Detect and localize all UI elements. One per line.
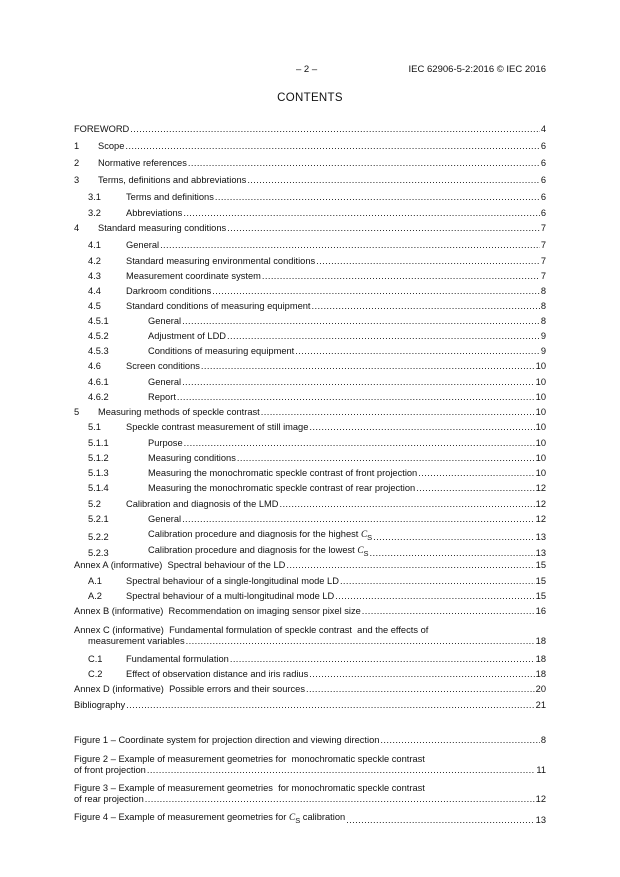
toc-entry-4-5[interactable] [74,301,546,312]
toc-title: Normative references [98,158,187,168]
toc-title: General [148,514,182,524]
toc-title: General [148,316,182,326]
toc-number: 4.2 [88,256,101,266]
toc-entry-3[interactable] [74,175,546,186]
toc-number: 4.5.1 [88,316,109,326]
toc-title: Standard conditions of measuring equipment [126,301,311,311]
toc-page: 13 [535,531,546,542]
toc-page: 6 [540,175,546,185]
toc-title: General [148,377,182,387]
toc-number: 4 [74,223,80,233]
toc-page: 18 [535,636,546,646]
toc-page: 15 [535,591,546,601]
toc-page: 10 [535,392,546,402]
toc-title: Terms, definitions and abbreviations [98,175,247,185]
toc-entry-4-1[interactable] [74,240,546,251]
toc-entry-a-2[interactable] [74,591,546,602]
toc-number: 4.6 [88,361,101,371]
toc-title: FOREWORD [74,124,130,134]
toc-number: A.1 [88,576,102,586]
toc-number: 3.1 [88,192,101,202]
toc-title: Bibliography [74,700,126,710]
toc-number: C.1 [88,654,103,664]
toc-entry-5-2-2[interactable] [74,529,546,543]
toc-title: Spectral behaviour of a single-longitudinal mode LD [126,576,339,586]
figure-page: 11 [536,765,546,775]
figure-entry-2-line1[interactable]: Figure 2 – Example of measurement geometries for monochromatic speckle contrast [74,754,425,764]
toc-page: 9 [540,346,546,356]
figure-title: Figure 1 – Coordinate system for projection direction and viewing direction [74,735,380,745]
toc-number: 4.3 [88,271,101,281]
toc-title: Measuring the monochromatic speckle contrast of front projection [148,468,418,478]
toc-page: 6 [540,208,546,218]
toc-number: 4.1 [88,240,101,250]
toc-page: 15 [535,560,546,570]
toc-entry-4-6-2[interactable] [74,392,546,403]
toc-title: measurement variables [88,636,185,646]
toc-entry-4-2[interactable] [74,256,546,267]
toc-entry-annex-b[interactable] [74,606,546,617]
toc-page: 8 [540,316,546,326]
page-header-number: – 2 – [296,64,318,75]
figure-page: 12 [535,794,546,804]
toc-entry-c-2[interactable] [74,669,546,680]
toc-number: 5.1.4 [88,483,109,493]
toc-entry-4-5-2[interactable] [74,331,546,342]
toc-page: 13 [535,547,546,558]
toc-entry-5-2-3[interactable] [74,545,546,559]
toc-page: 7 [540,240,546,250]
toc-title: Standard measuring environmental conditions [126,256,316,266]
toc-title: Annex D (informative) Possible errors and their sources [74,684,305,694]
toc-entry-4-4[interactable] [74,286,546,297]
toc-entry-5-2[interactable] [74,499,546,510]
toc-title: Calibration and diagnosis of the LMD [126,499,279,509]
toc-number: 2 [74,158,80,168]
toc-page: 12 [535,499,546,509]
toc-entry-4[interactable] [74,223,546,234]
figure-entry-1[interactable] [74,735,546,746]
toc-number: C.2 [88,669,103,679]
toc-page: 4 [540,124,546,134]
toc-number: 5.2.3 [88,547,109,558]
toc-page: 10 [535,438,546,448]
cs-symbol: $C_S$ [288,813,301,825]
toc-title: Standard measuring conditions [98,223,227,233]
toc-entry-foreword[interactable] [74,124,546,135]
toc-number: 4.4 [88,286,101,296]
toc-page: 10 [535,361,546,371]
toc-number: 4.6.2 [88,392,109,402]
toc-page: 12 [535,514,546,524]
figure-entry-2-line2[interactable] [74,765,546,776]
figure-title: of rear projection [74,794,144,804]
toc-number: 5.1.3 [88,468,109,478]
cs-symbol: $C_S$ [357,546,369,558]
toc-entry-annex-a[interactable] [74,560,546,571]
toc-page: 7 [540,256,546,266]
toc-entry-5-1[interactable] [74,422,546,433]
toc-title: Adjustment of LDD [148,331,227,341]
toc-page: 7 [540,271,546,281]
figure-entry-4[interactable] [74,812,546,826]
toc-number: 5.1.1 [88,438,109,448]
toc-entry-3-1[interactable] [74,192,546,203]
toc-title: Speckle contrast measurement of still image [126,422,309,432]
toc-title: Calibration procedure and diagnosis for the highest $C_S$ [148,529,373,542]
toc-entry-bibliography[interactable] [74,700,546,711]
toc-page: 6 [540,141,546,151]
toc-number: 4.5.2 [88,331,109,341]
toc-entry-5[interactable] [74,407,546,418]
toc-page: 10 [535,453,546,463]
toc-title: Measurement coordinate system [126,271,261,281]
toc-page: 8 [540,286,546,296]
toc-page: 15 [535,576,546,586]
toc-number: 5.2.1 [88,514,109,524]
toc-page: 7 [540,223,546,233]
toc-page: 6 [540,158,546,168]
toc-page: 10 [535,468,546,478]
figure-entry-3-line1[interactable]: Figure 3 – Example of measurement geometries for monochromatic speckle contrast [74,783,425,793]
toc-title: Effect of observation distance and iris radius [126,669,309,679]
toc-entry-2[interactable] [74,158,546,169]
toc-entry-a-1[interactable] [74,576,546,587]
toc-title: Purpose [148,438,183,448]
toc-page: 8 [540,301,546,311]
toc-number: 3 [74,175,80,185]
toc-entry-c-1[interactable] [74,654,546,665]
figure-title: Figure 4 – Example of measurement geometries for $C_S$ calibration [74,812,346,825]
toc-title: Measuring methods of speckle contrast [98,407,260,417]
toc-page: 6 [540,192,546,202]
toc-entry-5-2-1[interactable] [74,514,546,525]
toc-title: Calibration procedure and diagnosis for the lowest $C_S$ [148,545,369,558]
toc-number: 3.2 [88,208,101,218]
toc-number: 5.1.2 [88,453,109,463]
toc-number: 5 [74,407,80,417]
cs-symbol: $C_S$ [360,530,373,542]
toc-title: Report [148,392,176,402]
toc-title: Darkroom conditions [126,286,212,296]
toc-entry-5-1-4[interactable] [74,483,546,494]
toc-title: Fundamental formulation [126,654,229,664]
toc-page: 12 [535,483,546,493]
toc-title: Annex A (informative) Spectral behaviour of the LD [74,560,286,570]
toc-entry-5-1-3[interactable] [74,468,546,479]
toc-entry-annex-c-line1[interactable]: Annex C (informative) Fundamental formulation of speckle contrast and the effects of [74,625,429,635]
page-header-standard: IEC 62906-5-2:2016 © IEC 2016 [408,64,546,75]
toc-page: 10 [535,377,546,387]
toc-title: Conditions of measuring equipment [148,346,295,356]
toc-title: Scope [98,141,125,151]
toc-page: 18 [535,654,546,664]
figure-page: 13 [535,814,546,825]
toc-entry-4-5-1[interactable] [74,316,546,327]
toc-number: A.2 [88,591,102,601]
figure-title: of front projection [74,765,146,775]
toc-page: 20 [535,684,546,694]
toc-number: 4.6.1 [88,377,109,387]
toc-page: 18 [535,669,546,679]
toc-page: 21 [535,700,546,710]
toc-title: Spectral behaviour of a multi-longitudinal mode LD [126,591,335,601]
toc-title: Measuring conditions [148,453,236,463]
toc-number: 5.2 [88,499,101,509]
toc-entry-annex-d[interactable] [74,684,546,695]
toc-entry-4-6[interactable] [74,361,546,372]
toc-page: 10 [535,407,546,417]
toc-page: 9 [540,331,546,341]
toc-title: Terms and definitions [126,192,214,202]
toc-page: 16 [535,606,546,616]
toc-title: Abbreviations [126,208,183,218]
figure-page: 8 [540,735,546,745]
toc-number: 5.2.2 [88,531,109,542]
toc-number: 4.5 [88,301,101,311]
toc-entry-3-2[interactable] [74,208,546,219]
toc-entry-5-1-1[interactable] [74,438,546,449]
toc-entry-4-6-1[interactable] [74,377,546,388]
toc-entry-1[interactable] [74,141,546,152]
toc-page: 10 [535,422,546,432]
toc-title: Screen conditions [126,361,200,371]
toc-number: 1 [74,141,80,151]
toc-title: Annex B (informative) Recommendation on imaging sensor pixel size [74,606,361,616]
toc-entry-4-3[interactable] [74,271,546,282]
figure-entry-3-line2[interactable] [74,794,546,805]
toc-entry-annex-c-line2[interactable] [88,636,546,647]
toc-entry-4-5-3[interactable] [74,346,546,357]
toc-number: 5.1 [88,422,101,432]
toc-title: General [126,240,160,250]
toc-title: Measuring the monochromatic speckle contrast of rear projection [148,483,416,493]
toc-entry-5-1-2[interactable] [74,453,546,464]
contents-title: CONTENTS [277,92,343,104]
toc-number: 4.5.3 [88,346,109,356]
